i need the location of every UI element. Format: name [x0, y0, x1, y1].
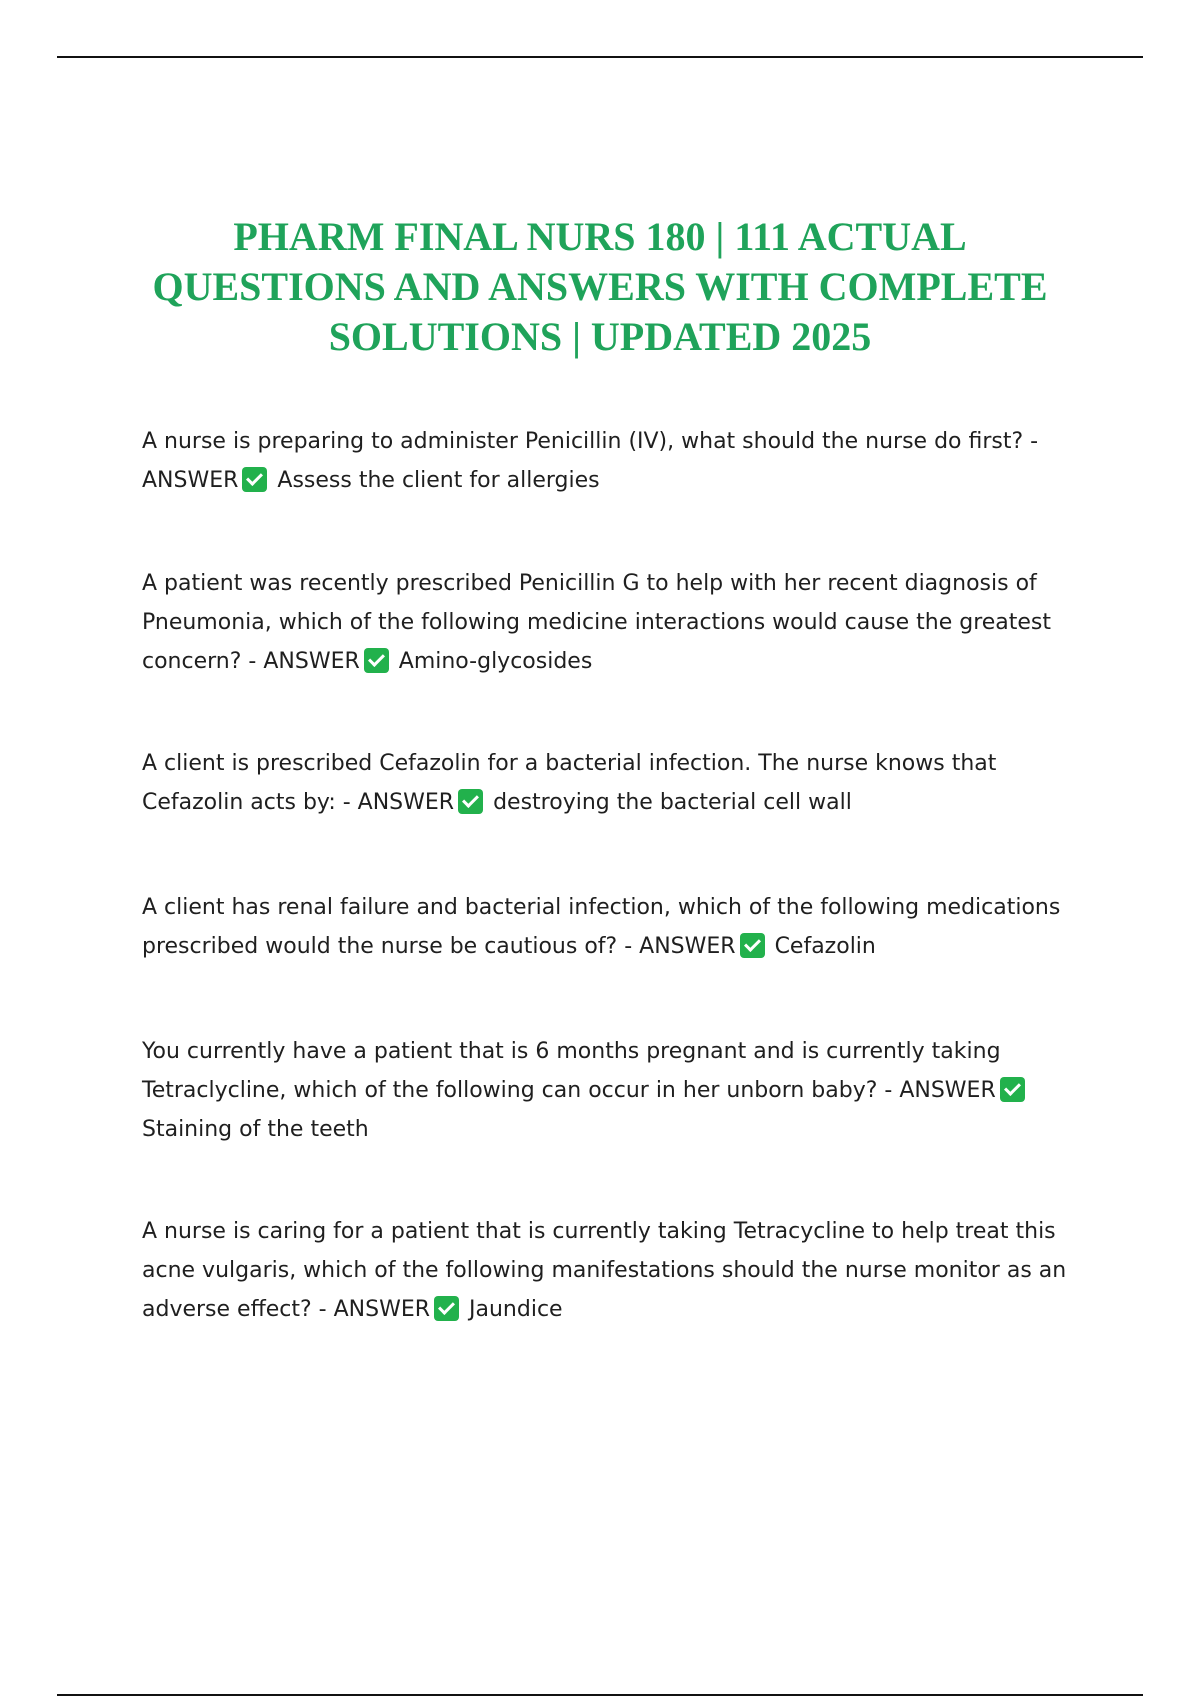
check-icon	[1000, 1077, 1025, 1102]
top-rule	[57, 56, 1143, 58]
answer-text: Cefazolin	[774, 934, 876, 959]
question-text: A nurse is preparing to administer Penicillin (IV), what should the nurse do first?	[142, 429, 1024, 454]
qa-item	[142, 888, 1072, 966]
document-title: PHARM FINAL NURS 180 | 111 ACTUAL QUESTIONS AND ANSWERS WITH COMPLETE SOLUTIONS | UPDATED 2025	[152, 214, 1048, 359]
answer-label: - ANSWER	[335, 790, 455, 815]
qa-item	[142, 564, 1072, 681]
question-text: A client is prescribed Cefazolin for a bacterial infection. The nurse knows that Cefazolin acts by:	[142, 751, 997, 815]
qa-item	[142, 422, 1072, 500]
qa-item	[142, 1212, 1072, 1329]
answer-label: - ANSWER	[617, 934, 736, 959]
answer-text: Jaundice	[469, 1297, 563, 1322]
answer-label: - ANSWER	[311, 1297, 431, 1322]
question-text: A nurse is caring for a patient that is currently taking Tetracycline to help treat this acne vulgaris, which of the following manifestations should the nurse monitor as an adverse effect?	[142, 1219, 1067, 1322]
check-icon	[434, 1296, 459, 1321]
check-icon	[364, 648, 389, 673]
answer-text: destroying the bacterial cell wall	[493, 790, 852, 815]
answer-text: Staining of the teeth	[142, 1117, 369, 1142]
check-icon	[458, 789, 483, 814]
bottom-rule	[57, 1694, 1143, 1696]
check-icon	[242, 467, 267, 492]
qa-item	[142, 744, 1072, 822]
question-text: You currently have a patient that is 6 months pregnant and is currently taking Tetraclycline, which of the following can occur in her unborn baby?	[142, 1039, 1001, 1103]
qa-item	[142, 1032, 1072, 1149]
question-text: A patient was recently prescribed Penicillin G to help with her recent diagnosis of Pneumonia, which of the following medicine interactions would cause the greatest concern?	[142, 571, 1052, 674]
answer-label: - ANSWER	[142, 429, 1039, 493]
answer-label: - ANSWER	[877, 1078, 996, 1103]
answer-text: Assess the client for allergies	[277, 468, 600, 493]
question-text: A client has renal failure and bacterial infection, which of the following medications prescribed would the nurse be cautious of?	[142, 895, 1061, 959]
check-icon	[740, 933, 765, 958]
answer-text: Amino-glycosides	[398, 649, 593, 674]
answer-label: - ANSWER	[241, 649, 360, 674]
